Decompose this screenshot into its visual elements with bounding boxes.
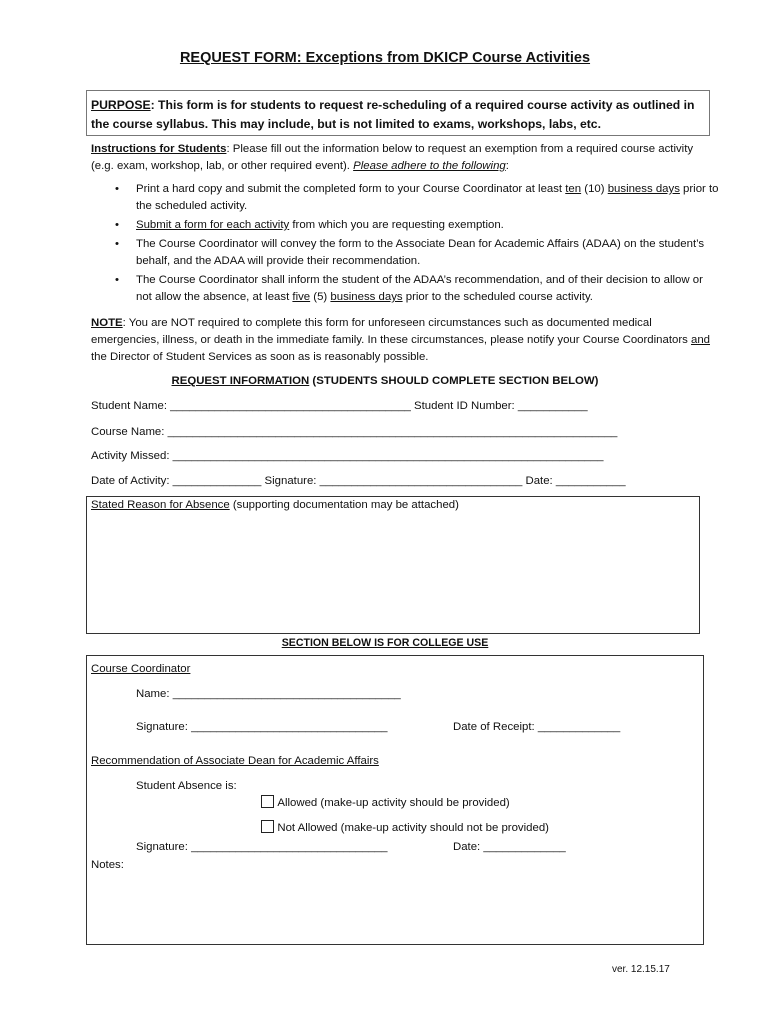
college-use-heading: SECTION BELOW IS FOR COLLEGE USE [281,637,489,649]
purpose-label: PURPOSE [91,98,151,112]
reason-box[interactable]: Stated Reason for Absence (supporting documentation may be attached) [86,496,700,634]
list-item: • Submit a form for each activity from which you are requesting exemption. [115,219,504,231]
coordinator-name-field[interactable]: Name: ____________________________________ [136,688,401,700]
allowed-option[interactable]: Allowed (make-up activity should be provided) [255,778,510,812]
list-item: • The Course Coordinator shall inform the student of the ADAA’s recommendation, and of their decision to allow or not allow the absence, at least five (5) business days prior to the scheduled course activity. [115,274,703,303]
reason-label: Stated Reason for Absence [91,499,230,511]
purpose-text: : This form is for students to request re-scheduling of a required course activity as outlined in the course syllabus. This may include, but is not limited to exams, workshops, labs, etc. [91,98,695,131]
instructions: Instructions for Students: Please fill out the information below to request an exemption from a required course activity (e.g. exam, workshop, lab, or other required event). Please adhere to the following: [91,143,694,172]
student-name-field[interactable]: Student Name: ______________________________________ Student ID Number: ___________ [91,400,588,412]
list-item: • Print a hard copy and submit the completed form to your Course Coordinator at least ten (10) business days prior to the scheduled activity. [115,183,719,212]
request-info-heading: REQUEST INFORMATION (STUDENTS SHOULD COMPLETE SECTION BELOW) [171,375,599,387]
date-of-receipt-field[interactable]: Date of Receipt: _____________ [453,721,621,733]
recommendation-label: Recommendation of Associate Dean for Academic Affairs [91,755,379,767]
instructions-label: Instructions for Students [91,143,227,155]
adaa-signature-field[interactable]: Signature: _______________________________ [136,841,388,853]
activity-missed-field[interactable]: Activity Missed: ____________________________________________________________________ [91,450,604,462]
note-paragraph: NOTE: You are NOT required to complete this form for unforeseen circumstances such as documented medical emergencies, illness, or death in the immediate family. In these circumstances, please notify your Course Coordinators and the Director of Student Services as soon as is reasonably possible. [91,317,710,363]
list-item: • The Course Coordinator will convey the form to the Associate Dean for Academic Affairs (ADAA) on the student’s behalf, and the ADAA will provide their recommendation. [115,238,705,267]
coordinator-signature-field[interactable]: Signature: _______________________________ [136,721,388,733]
form-title: REQUEST FORM: Exceptions from DKICP Course Activities [179,50,591,66]
instructions-text: : Please fill out the information below to request an exemption from a required course activity (e.g. exam, workshop, lab, or other required event). [91,143,694,172]
notes-label: Notes: [91,859,124,871]
purpose-box [86,90,710,136]
instruction-list [109,181,719,308]
course-name-field[interactable]: Course Name: _______________________________________________________________________ [91,426,618,438]
coordinator-label: Course Coordinator [91,663,191,675]
not-allowed-checkbox[interactable] [261,820,274,833]
absence-is-label: Student Absence is: [136,780,237,792]
version-label: ver. 12.15.17 [612,964,670,975]
not-allowed-option[interactable]: Not Allowed (make-up activity should not be provided) [255,803,549,837]
adhere-text: Please adhere to the following [353,160,506,172]
adaa-date-field[interactable]: Date: _____________ [453,841,566,853]
date-signature-field[interactable]: Date of Activity: ______________ Signature: ________________________________ Date: ___________ [91,475,626,487]
note-label: NOTE [91,317,123,329]
